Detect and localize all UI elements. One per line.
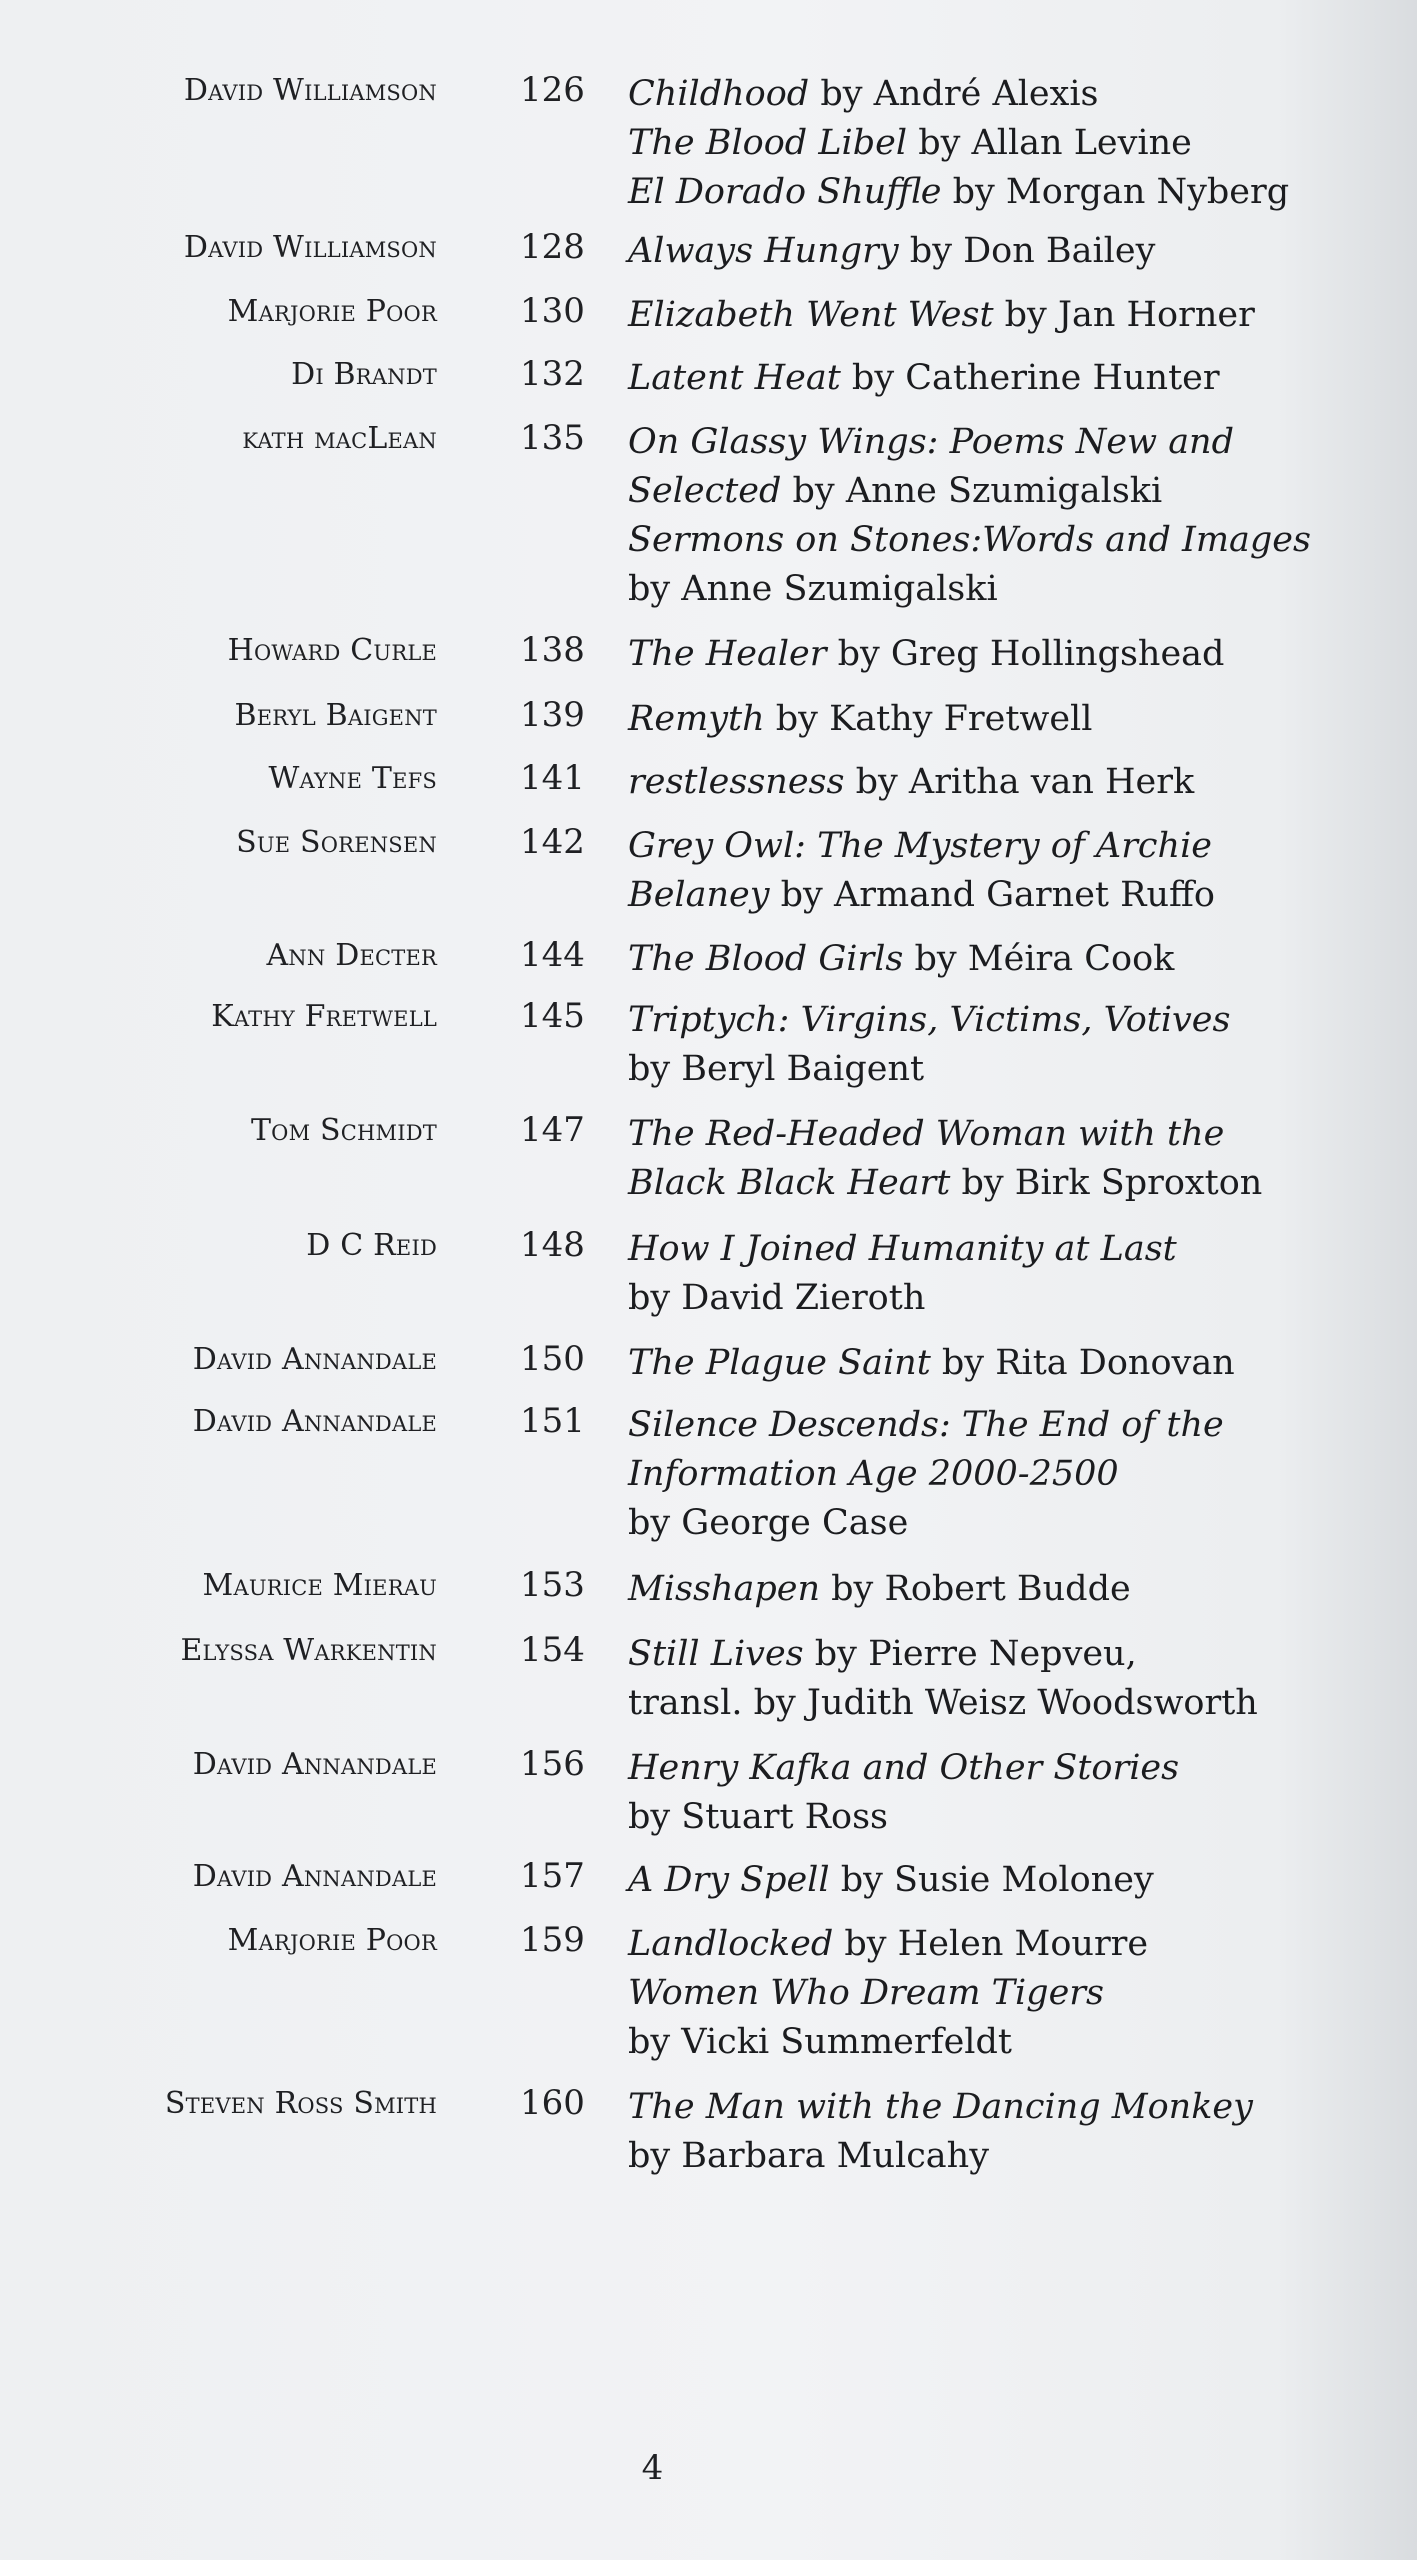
review-entry	[0, 1630, 1417, 1728]
reviewer-name: Howard Curle	[227, 633, 437, 668]
review-entry	[0, 1565, 1417, 1614]
book-title: The Healer	[628, 634, 827, 674]
reviewer-name: Di Brandt	[291, 357, 437, 392]
book-title: How I Joined Humanity at Last	[628, 1229, 1177, 1269]
review-page-number: 153	[520, 1565, 585, 1605]
review-page-number: 148	[520, 1225, 585, 1265]
review-entry	[0, 1744, 1417, 1842]
review-page-number: 154	[520, 1630, 585, 1670]
book-title: The Red-Headed Woman with the	[628, 1114, 1225, 1154]
book-author: by Aritha van Herk	[844, 762, 1195, 802]
review-page-number: 144	[520, 935, 585, 975]
book-title: Childhood	[628, 74, 810, 114]
reviewer-name: Steven Ross Smith	[164, 2086, 437, 2121]
book-line	[628, 565, 1328, 614]
review-page-number: 128	[520, 227, 585, 267]
book-author: by Armand Garnet Ruffo	[769, 875, 1215, 915]
book-title: Selected	[628, 471, 782, 511]
reviewed-books	[628, 291, 1328, 340]
review-entry	[0, 1339, 1417, 1388]
book-line	[628, 1744, 1328, 1793]
reviewed-books	[628, 1401, 1328, 1548]
review-page-number: 160	[520, 2083, 585, 2123]
reviewed-books	[628, 1225, 1328, 1323]
book-author: by Morgan Nyberg	[941, 172, 1290, 212]
book-line	[628, 996, 1328, 1045]
book-title: Belaney	[628, 875, 770, 915]
review-contents-list	[0, 70, 1417, 2181]
reviewer-name: D C Reid	[306, 1228, 437, 1263]
book-author: by Anne Szumigalski	[628, 569, 998, 609]
reviewed-books	[628, 1744, 1328, 1842]
review-page-number: 126	[520, 70, 585, 110]
reviewed-books	[628, 758, 1328, 807]
book-author: by Don Bailey	[898, 231, 1156, 271]
book-title: Still Lives	[628, 1634, 804, 1674]
reviewer-name: David Annandale	[192, 1342, 437, 1377]
reviewed-books	[628, 935, 1328, 984]
book-author: transl. by Judith Weisz Woodsworth	[628, 1683, 1258, 1723]
book-title: Information Age 2000-2500	[628, 1454, 1119, 1494]
review-entry	[0, 418, 1417, 614]
review-page-number: 130	[520, 291, 585, 331]
reviewed-books	[628, 227, 1328, 276]
book-line	[628, 1339, 1328, 1388]
book-title: The Blood Libel	[628, 123, 908, 163]
book-title: A Dry Spell	[628, 1860, 830, 1900]
book-line	[628, 935, 1328, 984]
reviewer-name: David Williamson	[183, 73, 437, 108]
review-page-number: 156	[520, 1744, 585, 1784]
book-line	[628, 871, 1328, 920]
book-author: by Susie Moloney	[829, 1860, 1154, 1900]
reviewed-books	[628, 70, 1328, 217]
book-title: Always Hungry	[628, 231, 899, 271]
review-entry	[0, 1401, 1417, 1548]
review-page-number: 138	[520, 630, 585, 670]
book-line	[628, 291, 1328, 340]
reviewer-name: Wayne Tefs	[268, 761, 437, 796]
review-entry	[0, 1856, 1417, 1905]
reviewed-books	[628, 354, 1328, 403]
book-line	[628, 1969, 1328, 2018]
book-title: Sermons on Stones:Words and Images	[628, 520, 1311, 560]
review-page-number: 142	[520, 822, 585, 862]
book-author: by Vicki Summerfeldt	[628, 2022, 1012, 2062]
reviewed-books	[628, 2083, 1328, 2181]
review-entry	[0, 2083, 1417, 2181]
book-line	[628, 1499, 1328, 1548]
book-line	[628, 695, 1328, 744]
book-author: by Kathy Fretwell	[764, 699, 1093, 739]
reviewer-name: kath macLean	[242, 421, 437, 456]
book-author: by Pierre Nepveu,	[803, 1634, 1137, 1674]
review-page-number: 150	[520, 1339, 585, 1379]
book-author: by Birk Sproxton	[950, 1163, 1263, 1203]
book-author: by George Case	[628, 1503, 909, 1543]
book-line	[628, 516, 1328, 565]
book-author: by Helen Mourre	[833, 1924, 1149, 1964]
book-author: by Anne Szumigalski	[781, 471, 1163, 511]
book-line	[628, 227, 1328, 276]
reviewed-books	[628, 822, 1328, 920]
book-line	[628, 119, 1328, 168]
book-title: Grey Owl: The Mystery of Archie	[628, 826, 1212, 866]
book-author: by David Zieroth	[628, 1278, 926, 1318]
book-line	[628, 1225, 1328, 1274]
reviewed-books	[628, 630, 1328, 679]
book-author: by Barbara Mulcahy	[628, 2136, 989, 2176]
review-entry	[0, 354, 1417, 403]
book-line	[628, 1856, 1328, 1905]
reviewed-books	[628, 418, 1328, 614]
book-line	[628, 467, 1328, 516]
book-author: by Rita Donovan	[930, 1343, 1235, 1383]
book-author: by Allan Levine	[907, 123, 1192, 163]
review-entry	[0, 822, 1417, 920]
book-title: The Plague Saint	[628, 1343, 931, 1383]
reviewer-name: David Williamson	[183, 230, 437, 265]
review-entry	[0, 70, 1417, 217]
book-author: by Jan Horner	[993, 295, 1255, 335]
review-entry	[0, 695, 1417, 744]
review-page-number: 147	[520, 1110, 585, 1150]
review-entry	[0, 1225, 1417, 1323]
reviewer-name: Sue Sorensen	[236, 825, 437, 860]
book-title: Silence Descends: The End of the	[628, 1405, 1224, 1445]
reviewer-name: Tom Schmidt	[250, 1113, 437, 1148]
book-title: The Man with the Dancing Monkey	[628, 2087, 1253, 2127]
book-line	[628, 70, 1328, 119]
book-line	[628, 1920, 1328, 1969]
book-line	[628, 2018, 1328, 2067]
review-page-number: 157	[520, 1856, 585, 1896]
book-title: El Dorado Shuffle	[628, 172, 942, 212]
review-page-number: 132	[520, 354, 585, 394]
book-author: by Robert Budde	[820, 1569, 1131, 1609]
reviewed-books	[628, 1110, 1328, 1208]
book-line	[628, 1450, 1328, 1499]
reviewed-books	[628, 1856, 1328, 1905]
book-line	[628, 822, 1328, 871]
book-line	[628, 2132, 1328, 2181]
book-author: by André Alexis	[809, 74, 1099, 114]
book-title: Misshapen	[628, 1569, 821, 1609]
book-title: Henry Kafka and Other Stories	[628, 1748, 1180, 1788]
book-line	[628, 2083, 1328, 2132]
book-title: restlessness	[628, 762, 845, 802]
review-page-number: 151	[520, 1401, 585, 1441]
reviewer-name: David Annandale	[192, 1747, 437, 1782]
review-page-number: 141	[520, 758, 585, 798]
reviewer-name: Marjorie Poor	[227, 294, 437, 329]
reviewer-name: David Annandale	[192, 1859, 437, 1894]
book-line	[628, 168, 1328, 217]
book-title: Triptych: Virgins, Victims, Votives	[628, 1000, 1231, 1040]
reviewed-books	[628, 996, 1328, 1094]
reviewer-name: Beryl Baigent	[234, 698, 437, 733]
book-author: by Catherine Hunter	[840, 358, 1220, 398]
review-entry	[0, 935, 1417, 984]
reviewer-name: Ann Decter	[266, 938, 437, 973]
reviewed-books	[628, 1339, 1328, 1388]
review-page-number: 159	[520, 1920, 585, 1960]
book-author: by Greg Hollingshead	[826, 634, 1225, 674]
book-line	[628, 1630, 1328, 1679]
book-line	[628, 1793, 1328, 1842]
book-line	[628, 354, 1328, 403]
reviewer-name: Elyssa Warkentin	[180, 1633, 437, 1668]
book-line	[628, 1110, 1328, 1159]
book-author: by Beryl Baigent	[628, 1049, 925, 1089]
review-entry	[0, 996, 1417, 1094]
review-page-number: 135	[520, 418, 585, 458]
book-author: by Stuart Ross	[628, 1797, 889, 1837]
review-entry	[0, 291, 1417, 340]
book-title: The Blood Girls	[628, 939, 904, 979]
book-author: by Méira Cook	[903, 939, 1175, 979]
reviewed-books	[628, 1920, 1328, 2067]
review-entry	[0, 227, 1417, 276]
review-entry	[0, 758, 1417, 807]
book-line	[628, 630, 1328, 679]
book-title: On Glassy Wings: Poems New and	[628, 422, 1235, 462]
reviewed-books	[628, 1630, 1328, 1728]
book-title: Latent Heat	[628, 358, 841, 398]
review-entry	[0, 630, 1417, 679]
book-title: Elizabeth Went West	[628, 295, 994, 335]
book-line	[628, 1401, 1328, 1450]
reviewer-name: Marjorie Poor	[227, 1923, 437, 1958]
book-line	[628, 1159, 1328, 1208]
book-line	[628, 758, 1328, 807]
book-title: Women Who Dream Tigers	[628, 1973, 1104, 2013]
page-number: 4	[641, 2448, 664, 2488]
review-page-number: 145	[520, 996, 585, 1036]
reviewed-books	[628, 695, 1328, 744]
review-entry	[0, 1920, 1417, 2067]
reviewer-name: David Annandale	[192, 1404, 437, 1439]
book-line	[628, 1274, 1328, 1323]
book-line	[628, 1045, 1328, 1094]
reviewer-name: Kathy Fretwell	[211, 999, 437, 1034]
book-line	[628, 1565, 1328, 1614]
review-page-number: 139	[520, 695, 585, 735]
book-line	[628, 418, 1328, 467]
book-title: Landlocked	[628, 1924, 834, 1964]
book-line	[628, 1679, 1328, 1728]
reviewer-name: Maurice Mierau	[202, 1568, 437, 1603]
reviewed-books	[628, 1565, 1328, 1614]
book-title: Black Black Heart	[628, 1163, 951, 1203]
review-entry	[0, 1110, 1417, 1208]
book-title: Remyth	[628, 699, 765, 739]
